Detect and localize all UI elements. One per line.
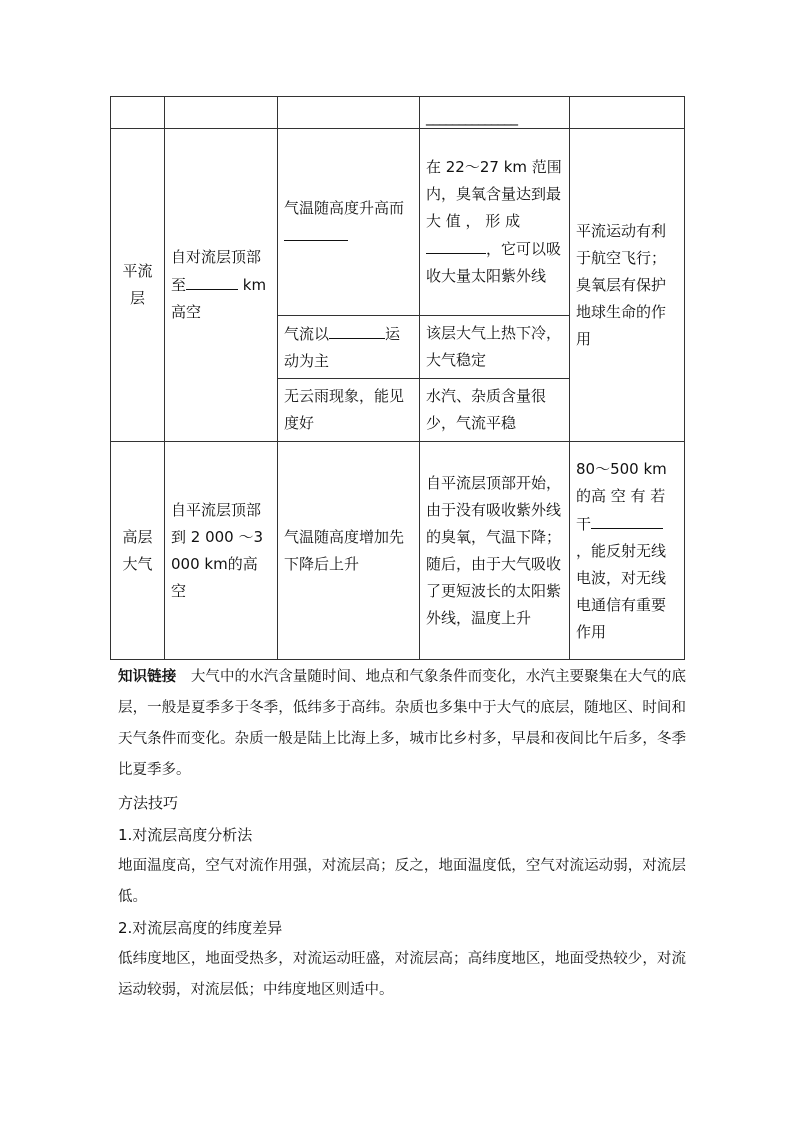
- upper-relation: [570, 442, 685, 660]
- fill-blank: [186, 271, 238, 290]
- upper-reason: [420, 442, 570, 660]
- relation-text-post: ，能反射无线电波，对无线电通信有重要作用: [576, 541, 667, 641]
- reason-text: 自平流层顶部开始，由于没有吸收紫外线的臭氧，气温下降；随后，由于大气吸收了更短波长的太阳紫外线，温度上升: [426, 473, 562, 627]
- method-paragraph-1: 地面温度高，空气对流作用强，对流层高；反之，地面温度低，空气对流运动弱，对流层低。: [118, 858, 686, 905]
- fill-blank: [591, 510, 663, 529]
- relation-text: 平流运动有利于航空飞行；臭氧层有保护地球生命的作用: [576, 221, 667, 348]
- knowledge-link-text: 大气中的水汽含量随时间、地点和气象条件而变化，水汽主要聚集在大气的底层，一般是夏季多于冬季，低纬多于高纬。杂质也多集中于大气的底层，随地区、时间和天气条件而变化。杂质一般是陆上比海上多，城市比乡村多，早晨和夜间比午后多，冬季比夏季多。: [118, 669, 686, 778]
- atmosphere-layers-table: [110, 96, 685, 660]
- stratosphere-relation: [570, 129, 685, 442]
- reason-text: 该层大气上热下冷，大气稳定: [426, 324, 562, 369]
- stratosphere-flow-reason: [420, 316, 570, 379]
- stratosphere-weather: [278, 379, 420, 442]
- table-row-continuation: [111, 97, 685, 129]
- knowledge-link-paragraph: [118, 662, 686, 786]
- cell-blank-continuation: [420, 97, 570, 129]
- table-row-stratosphere-1: [111, 129, 685, 316]
- stratosphere-range: [165, 129, 278, 442]
- layer-name-text: 高层大气: [122, 527, 153, 573]
- table-row-upper-atmosphere: [111, 442, 685, 660]
- ozone-text-pre: 在 22～27 km 范围内，臭氧含量达到最 大 值 ， 形 成: [426, 158, 562, 230]
- range-text: 自平流层顶部到 2 000 ～3 000 km的高空: [171, 500, 264, 600]
- method-title: 方法技巧: [118, 794, 179, 812]
- layer-name-upper: [111, 442, 165, 660]
- temp-text: 气温随高度升高而: [284, 199, 405, 217]
- range-text-post: km高空: [171, 276, 267, 321]
- temp-text: 气温随高度增加先下降后上升: [284, 527, 405, 573]
- flow-text-post: 运动为主: [284, 324, 401, 370]
- weather-text: 无云雨现象，能见度好: [284, 387, 405, 432]
- knowledge-link-label: 知识链接: [118, 669, 177, 685]
- ozone-text-post: ，它可以吸收大量太阳紫外线: [426, 240, 562, 285]
- fill-blank: [426, 235, 486, 254]
- fill-blank: [284, 222, 348, 241]
- relation-text-pre: 80～500 km 的高 空 有 若 干: [576, 459, 667, 533]
- reason-text: 水汽、杂质含量很少，气流平稳: [426, 387, 547, 432]
- stratosphere-flow: [278, 316, 420, 379]
- method-heading-2: 2.对流层高度的纬度差异: [118, 919, 283, 937]
- stratosphere-weather-reason: [420, 379, 570, 442]
- method-paragraph-2: 低纬度地区，地面受热多，对流运动旺盛，对流层高；高纬度地区，地面受热较少，对流运动较弱，对流层低；中纬度地区则适中。: [118, 951, 686, 998]
- cell-empty: [278, 97, 420, 129]
- range-text-pre: 自对流层顶部至: [171, 248, 262, 294]
- cell-empty: [111, 97, 165, 129]
- method-heading-1: 1.对流层高度分析法: [118, 826, 253, 844]
- blank-line: ______________: [426, 108, 517, 126]
- layer-name-stratosphere: [111, 129, 165, 442]
- upper-temp: [278, 442, 420, 660]
- flow-text-pre: 气流以: [284, 324, 330, 343]
- layer-name-text: 平流层: [122, 262, 153, 307]
- stratosphere-ozone: [420, 129, 570, 316]
- cell-empty: [165, 97, 278, 129]
- upper-range: [165, 442, 278, 660]
- stratosphere-temp: [278, 129, 420, 316]
- cell-empty: [570, 97, 685, 129]
- fill-blank: [329, 320, 385, 339]
